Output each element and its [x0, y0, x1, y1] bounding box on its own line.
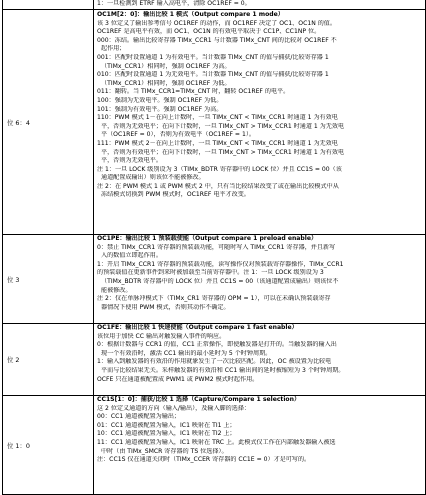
description-line: 111：PWM 模式 2－在向上计数时，一旦 TIMx_CNT < TIMx_CCR1 时通道 1 为无效电	[97, 139, 338, 147]
table-row-cc1s	[3, 395, 425, 495]
description-line: 000：冻结。输出比较寄存器 TIMx_CCR1 与计数器 TIMx_CNT 间的比较对 OC1REF 不	[97, 36, 337, 44]
bit-label: 位 3	[3, 235, 94, 323]
description-line: 0：根据计数器与 CCR1 的值，CC1 正常操作，即使触发器是打开的。当触发器的输入出	[97, 341, 337, 349]
description-line: 101：强制为有效电平。强制 OC1REF 为高。	[97, 105, 223, 113]
description-line: 110：PWM 模式 1－在向上计数时，一旦 TIMx_CNT < TIMx_CCR1 时通道 1 为有效电	[97, 114, 338, 122]
description-line: 010：匹配时设置通道 1 为无效电平。当计数器 TIMx_CNT 的值与捕获/比较寄存器 1	[97, 71, 329, 79]
description-line: 平，否则为有效电平；在向下计数时，一旦 TIMx_CNT > TIMx_CCR1 时通道 1 为有效电	[101, 148, 345, 156]
bit-description	[94, 324, 425, 395]
field-heading: OC1FE：输出比较 1 快速使能（Output compare 1 fast enable）	[97, 324, 298, 331]
table-row-oc1pe	[3, 234, 425, 323]
description-line: 通道配置成输出）则该位不能被修改。	[101, 174, 205, 182]
field-heading: OC1M[2：0]：输出比较 1 模式（Output compare 1 mode）	[97, 11, 284, 18]
bit-label: 位 2	[3, 324, 94, 395]
bit-label-empty	[3, 0, 94, 9]
description-line: 这 2 位定义通道的方向（输入/输出），及输入脚的选择：	[97, 404, 251, 412]
description-line: 该 3 位定义了输出参考信号 OC1REF 的动作，而 OC1REF 决定了 OC1、OC1N 的值。	[97, 19, 336, 27]
description-line: 平（OC1REF = 0），否则为有效电平（OC1REF = 1）。	[101, 131, 255, 139]
description-line: 平，否则为无效电平。	[101, 157, 162, 165]
description-line: 注 2：在 PWM 模式 1 或 PWM 模式 2 中，只有当比较结果改变了或在输出比较模式中从	[97, 182, 339, 190]
description-line: 注 1：一旦 LOCK 级别设为 3（TIMx_BDTR 寄存器中的 LOCK 位）并且 CC1S = 00（该	[97, 165, 342, 173]
description-line: 注：CC1S 仅在通道关闭时（TIMx_CCER 寄存器的 CC1E = 0）才是可写的。	[97, 456, 311, 464]
description-line: 1：一旦检测到 ETRF 输入高电平，清除 OC1REF = 0。	[97, 0, 251, 7]
description-line: 100：强制为无效电平。强制 OC1REF 为低。	[97, 96, 223, 104]
description-line: 0：禁止 TIMx_CCR1 寄存器的预装载功能，可随时写入 TIMx_CCR1 寄存器，并且新写	[97, 243, 336, 251]
description-line: 的预装载值在更新事件到来时被加载至当前寄存器中。注 1：一旦 LOCK 级别设为 3	[97, 269, 324, 277]
description-line: 器情况下使用 PWM 模式，否则其动作不确定。	[101, 303, 230, 311]
description-line: （TIMx_CCR1）相同时，强制 OC1REF 为高。	[101, 62, 231, 70]
table-row-top	[3, 0, 425, 9]
description-line: OC1REF 是高电平有效，而 OC1、OC1N 的有效电平取决于 CC1P、CC1NP 位。	[97, 28, 321, 36]
table-row-oc1fe	[3, 323, 425, 395]
description-line: OCFE 只在通道被配置成 PWM1 或 PWM2 模式时起作用。	[97, 375, 259, 383]
bit-label: 位 6：4	[3, 10, 94, 234]
description-line: 注 2：仅在单脉冲模式下（TIMx_CR1 寄存器的 OPM = 1），可以在未确认预装载寄存	[97, 295, 331, 303]
field-heading: OC1PE：输出比较 1 预装载使能（Output compare 1 preload enable）	[97, 235, 318, 242]
description-line: 011：翻转。当 TIMx_CCR1=TIMx_CNT 时，翻转 OC1REF 的电平。	[97, 88, 290, 96]
description-line: （TIMx_CCR1）相同时，强制 OC1REF 为低。	[101, 79, 231, 87]
description-line: 10：CC1 通道被配置为输入，IC1 映射在 TI2 上；	[97, 430, 236, 438]
description-line: 能被修改。	[101, 286, 132, 294]
description-line: 平而与比较结果无关。采样触发器的有效沿和 CC1 输出间的延时被缩短为 3 个时钟周期。	[101, 366, 345, 374]
description-line: 中时（由 TIMx_SMCR 寄存器的 TS 位选择）。	[101, 447, 228, 455]
bit-description	[94, 10, 425, 234]
description-line: 00：CC1 通道被配置为输出；	[97, 413, 181, 421]
description-line: 现一个有效沿时，激活 CC1 输出的最小延时为 5 个时钟周期。	[101, 349, 272, 357]
description-line: 11：CC1 通道被配置为输入，IC1 映射在 TRC 上。此模式仅工作在内部触发器输入被选	[97, 438, 336, 446]
description-line: 1：输入到触发器的有效沿的作用就象发生了一次比较匹配。因此，OC 被设置为比较电	[97, 358, 332, 366]
top-line	[94, 0, 425, 9]
bit-label: 位 1：0	[3, 396, 94, 494]
bit-description	[94, 396, 425, 494]
field-heading: CC1S[1：0]：捕获/比较 1 选择（Capture/Compare 1 selection）	[97, 396, 301, 403]
description-line: 平，否则为无效电平；在向下计数时，一旦 TIMx_CNT > TIMx_CCR1 时通道 1 为无效电	[101, 122, 345, 130]
description-line: （TIMx_BDTR 寄存器中的 LOCK 位）并且 CC1S = 00（该通道配置成输出）则该位不	[101, 277, 339, 285]
bit-description	[94, 235, 425, 323]
description-line: 冻结模式切换到 PWM 模式时，OC1REF 电平才改变。	[101, 191, 250, 199]
table-row-oc1m	[3, 9, 425, 234]
register-table	[2, 0, 426, 495]
description-line: 1：开启 TIMx_CCR1 寄存器的预装载功能，读写操作仅对预装载寄存器操作，TIMx_CCR1	[97, 260, 344, 268]
description-line: 01：CC1 通道被配置为输入，IC1 映射在 TI1 上；	[97, 421, 236, 429]
description-line: 该位用于加快 CC 输出对触发输入事件的响应。	[97, 332, 226, 340]
description-line: 起作用；	[101, 45, 126, 53]
description-line: 001：匹配时设置通道 1 为有效电平。当计数器 TIMx_CNT 的值与捕获/比较寄存器 1	[97, 53, 329, 61]
description-line: 入的数值立即起作用。	[101, 252, 162, 260]
